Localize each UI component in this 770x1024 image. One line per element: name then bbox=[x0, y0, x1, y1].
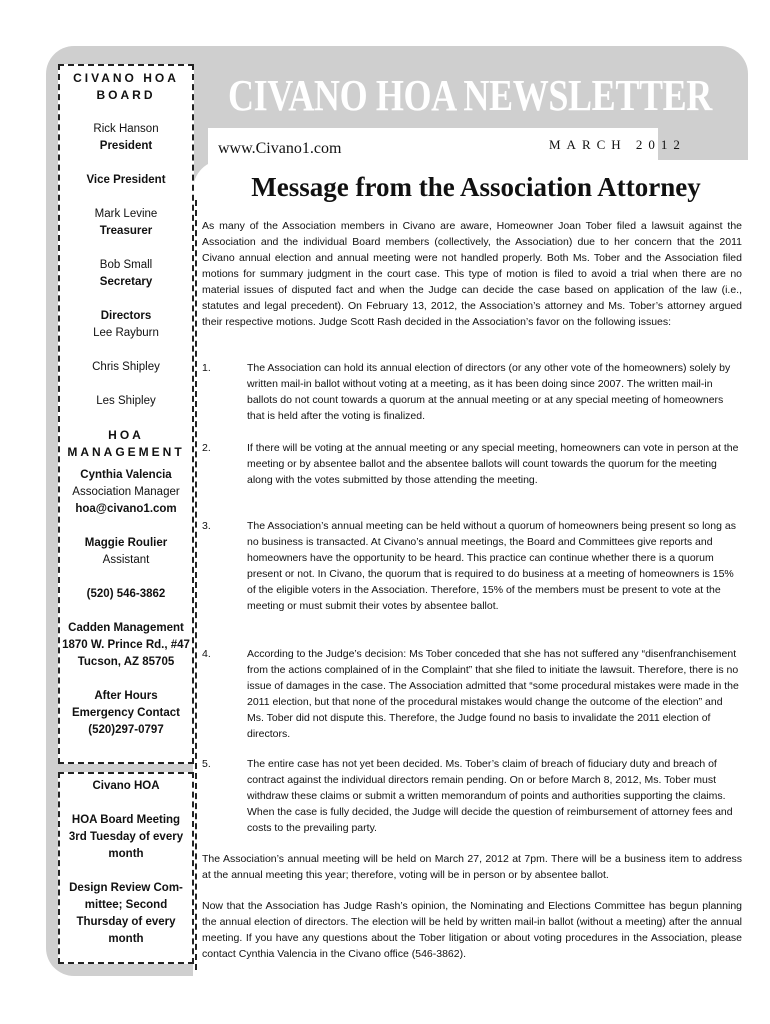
board-title: CIVANO HOA bbox=[73, 71, 179, 85]
item-number: 1. bbox=[202, 362, 211, 374]
list-item bbox=[202, 756, 742, 836]
list-item bbox=[202, 646, 742, 742]
treasurer-name: Mark Levine bbox=[94, 208, 158, 220]
meetings-title: Civano HOA bbox=[92, 780, 160, 792]
column-divider bbox=[195, 200, 197, 970]
manager-name: Cynthia Valencia bbox=[80, 469, 172, 481]
closing-paragraph: The Association’s annual meeting will be held on March 27, 2012 at 7pm. There will be a business item to address at the annual meeting this year; therefore, voting will be in person or by absentee ballot. bbox=[202, 853, 742, 881]
office-phone: (520) 546-3862 bbox=[86, 588, 166, 600]
closing-paragraph-2: Now that the Association has Judge Rash’s opinion, the Nominating and Elections Committee has begun planning the annual election of directors. The election will be held by written mail-in ballot (without a meeting) after the annual meeting. If you have any questions about the Tober litigation or about voting procedures in the Association, please contact Cynthia Valencia in the Civano office (546-3862). bbox=[202, 900, 742, 960]
article-title: Message from the Association Attorney bbox=[251, 172, 701, 202]
company-address: 1870 W. Prince Rd., #47 bbox=[62, 639, 190, 651]
secretary-role: Secretary bbox=[99, 276, 153, 288]
assistant-role: Assistant bbox=[102, 554, 150, 566]
design-review-info: Design Review Com- bbox=[69, 882, 183, 894]
item-number: 4. bbox=[202, 648, 211, 660]
site-url: www.Civano1.com bbox=[218, 140, 342, 157]
president-role: President bbox=[99, 140, 153, 152]
secretary-name: Bob Small bbox=[99, 259, 153, 271]
item-number: 5. bbox=[202, 758, 211, 770]
item-text: The Association can hold its annual election of directors (or any other vote of the homeowners) solely by written mail-in ballot without voting at a meeting, as it has been doing since 2007. The written mail-in ballots do not count towards a quorum at the annual meeting or at any special meeting of homeowners that is held after the voting is finalized. bbox=[247, 362, 731, 422]
manager-email-link[interactable]: hoa@civano1.com bbox=[75, 503, 177, 515]
management-title: HOA bbox=[108, 428, 144, 442]
president-name: Rick Hanson bbox=[93, 123, 159, 135]
board-meeting-info-3: month bbox=[108, 848, 144, 860]
after-hours-phone: (520)297-0797 bbox=[88, 724, 164, 736]
after-hours-label-2: Emergency Contact bbox=[71, 707, 180, 719]
manager-role: Association Manager bbox=[72, 486, 180, 498]
board-meeting-info-2: 3rd Tuesday of every bbox=[68, 831, 184, 843]
list-item bbox=[202, 440, 742, 488]
item-text: According to the Judge’s decision: Ms Tober conceded that she has not suffered any “disenfranchisement from the actions complained of in the Complaint” that she filed to initiate the lawsuit. Therefore, there is no issue of damages in the case. The Association admitted that “some procedural mistakes were made in the 2011 election, but that none of the procedural mistakes would change the outcome of the election” and Ms. Tober did not dispute this. Therefore, the Judge found no basis to invalidate the 2011 election of directors. bbox=[247, 648, 739, 740]
item-text: The Association’s annual meeting can be held without a quorum of homeowners being present so long as no business is transacted. At Civano’s annual meetings, the Board and Committees give reports and homeowners have the opportunity to be heard. This practice can continue whether there is a quorum present or not. In Civano, the quorum that is required to do business at a meeting of homeowners is 15% of the eligible voters in the Association. Therefore, 15% of the members must be present to vote at the meeting or must submit their votes by absentee ballot. bbox=[247, 520, 736, 612]
director-name: Chris Shipley bbox=[92, 361, 160, 373]
meetings-box bbox=[58, 772, 194, 964]
list-item bbox=[202, 360, 742, 424]
management-title-2: MANAGEMENT bbox=[67, 445, 185, 459]
item-number: 3. bbox=[202, 520, 211, 532]
article-intro: As many of the Association members in Civano are aware, Homeowner Joan Tober filed a lawsuit against the Association and the individual Board members (collectively, the Association) due to her concern that the 2011 Civano annual election and annual meeting were not handled properly. Both Ms. Tober and the Association filed motions for summary judgment in the court case. This type of motion is filed to avoid a trial when there are no material issues of disputed fact and when the Judge can decide the case based on application of the law (i.e., statutes and legal precedent). On February 13, 2012, the Association’s attorney and Ms. Tober’s attorney argued their respective motions. Judge Scott Rash decided in the Association’s favor on the following issues: bbox=[202, 220, 742, 328]
list-item bbox=[202, 518, 742, 614]
issue-date: MARCH 2012 bbox=[549, 137, 686, 152]
board-meeting-info: HOA Board Meeting bbox=[71, 814, 181, 826]
design-review-info-3: Thursday of every bbox=[76, 916, 176, 928]
item-text: If there will be voting at the annual meeting or any special meeting, homeowners can vote in person at the meeting or by absentee ballot and the absentee ballots will count towards the quorum for the meeting along with the votes submitted by those attending the meeting. bbox=[247, 442, 739, 486]
company-city: Tucson, AZ 85705 bbox=[77, 656, 175, 668]
board-title-2: BOARD bbox=[96, 88, 156, 102]
treasurer-role: Treasurer bbox=[99, 225, 153, 237]
vice-president-role: Vice President bbox=[86, 174, 166, 186]
newsletter-masthead: CIVANO HOA NEWSLETTER bbox=[228, 71, 712, 120]
directors-role: Directors bbox=[100, 310, 152, 322]
design-review-info-2: mittee; Second bbox=[84, 899, 168, 911]
director-name: Les Shipley bbox=[96, 395, 156, 407]
design-review-info-4: month bbox=[108, 933, 144, 945]
company-name: Cadden Management bbox=[68, 622, 184, 634]
item-text: The entire case has not yet been decided. Ms. Tober’s claim of breach of fiduciary duty and breach of contract against the individual directors remain pending. On or before March 8, 2012, Ms. Tober must withdraw these claims or submit a written memorandum of points and authorities supporting the claims. When the case is fully decided, the Judge will decide the question of reimbursement of attorney fees and costs to the prevailing party. bbox=[247, 758, 733, 834]
item-number: 2. bbox=[202, 442, 211, 454]
after-hours-label: After Hours bbox=[94, 690, 158, 702]
director-name: Lee Rayburn bbox=[93, 327, 159, 339]
board-sidebar bbox=[58, 64, 194, 764]
assistant-name: Maggie Roulier bbox=[84, 537, 168, 549]
